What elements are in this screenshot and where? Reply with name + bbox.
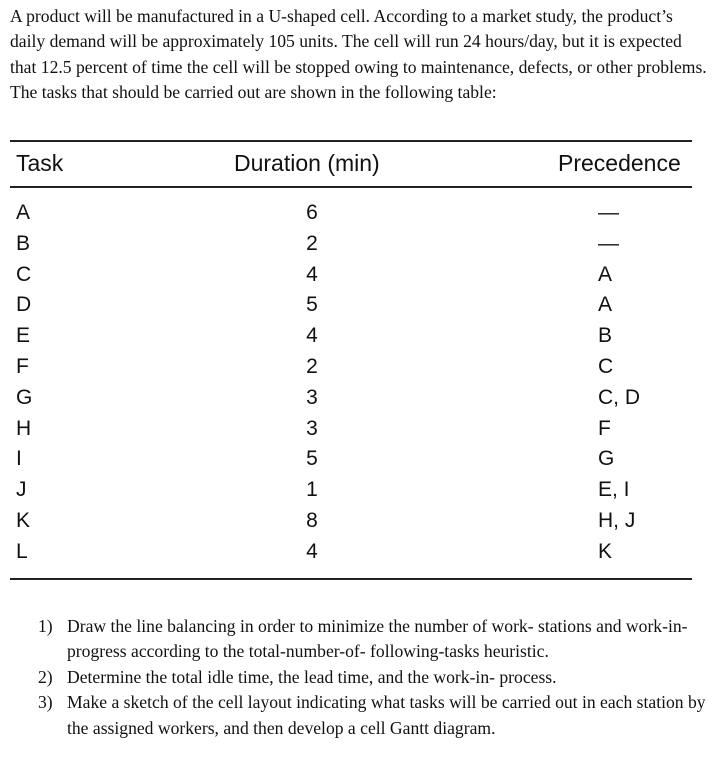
duration-cell: 5 — [306, 293, 318, 317]
precedence-cell: C, D — [598, 385, 640, 409]
duration-cell: 2 — [306, 231, 318, 255]
intro-paragraph: A product will be manufactured in a U-shaped cell. According to a market study, the product’s daily demand will be approximately 105 units. The cell will run 24 hours/day, but it is expected that 12.5 percent of time the cell will be stopped owing to maintenance, defects, or other problems. The tasks that should be carried out are shown in the following table: — [10, 6, 707, 103]
duration-cell: 3 — [306, 416, 318, 440]
table-row — [10, 260, 692, 291]
table-row — [10, 475, 692, 506]
table-row — [10, 506, 692, 537]
table-bottom-rule — [10, 578, 692, 580]
precedence-cell: F — [598, 416, 611, 440]
precedence-cell: K — [598, 539, 613, 563]
duration-cell: 4 — [306, 324, 318, 348]
table-row — [10, 290, 692, 321]
question-item — [38, 614, 708, 665]
table-top-rule — [10, 140, 692, 142]
precedence-cell: A — [598, 293, 613, 317]
problem-statement — [10, 4, 710, 106]
duration-cell: 8 — [306, 508, 318, 532]
task-cell: K — [16, 508, 31, 532]
table-row — [10, 537, 692, 568]
task-table — [10, 140, 692, 582]
question-list — [38, 614, 708, 741]
task-cell: C — [16, 262, 32, 286]
header-precedence: Precedence — [558, 150, 681, 176]
question-number: 2) — [38, 666, 53, 687]
precedence-cell: E, I — [598, 478, 630, 502]
question-text: Draw the line balancing in order to minimize the number of work- stations and work-in-progress according to the total-number-of- following-tasks heuristic. — [67, 616, 688, 662]
task-cell: E — [16, 324, 31, 348]
precedence-cell: A — [598, 262, 613, 286]
table-body — [10, 198, 692, 568]
question-text: Make a sketch of the cell layout indicating what tasks will be carried out in each station by the assigned workers, and then develop a cell Gantt diagram. — [67, 692, 706, 738]
task-cell: I — [16, 447, 22, 471]
table-row — [10, 198, 692, 229]
table-row — [10, 444, 692, 475]
duration-cell: 6 — [306, 201, 318, 224]
question-item — [38, 665, 708, 690]
duration-cell: 4 — [306, 262, 318, 286]
task-cell: A — [16, 201, 31, 224]
task-cell: J — [16, 478, 27, 502]
duration-cell: 1 — [306, 478, 318, 502]
precedence-cell: — — [598, 201, 619, 224]
task-cell: G — [16, 385, 33, 409]
table-row — [10, 383, 692, 414]
table-header-rule — [10, 186, 692, 188]
table-row — [10, 414, 692, 445]
duration-cell: 3 — [306, 385, 318, 409]
task-cell: F — [16, 354, 29, 378]
task-cell: L — [16, 539, 28, 563]
question-number: 3) — [38, 692, 53, 713]
precedence-cell: H, J — [598, 508, 636, 532]
task-cell: D — [16, 293, 32, 317]
header-duration: Duration (min) — [234, 150, 380, 176]
task-cell: B — [16, 231, 31, 255]
precedence-cell: G — [598, 447, 615, 471]
table-row — [10, 229, 692, 260]
table-row — [10, 321, 692, 352]
duration-cell: 4 — [306, 539, 318, 563]
question-text: Determine the total idle time, the lead time, and the work-in- process. — [67, 666, 557, 687]
table-row — [10, 352, 692, 383]
precedence-cell: C — [598, 354, 614, 378]
task-cell: H — [16, 416, 32, 440]
question-number: 1) — [38, 616, 53, 636]
precedence-cell: B — [598, 324, 613, 348]
precedence-cell: — — [598, 231, 619, 255]
header-task: Task — [16, 150, 64, 176]
duration-cell: 2 — [306, 354, 318, 378]
question-item — [38, 690, 708, 741]
duration-cell: 5 — [306, 447, 318, 471]
